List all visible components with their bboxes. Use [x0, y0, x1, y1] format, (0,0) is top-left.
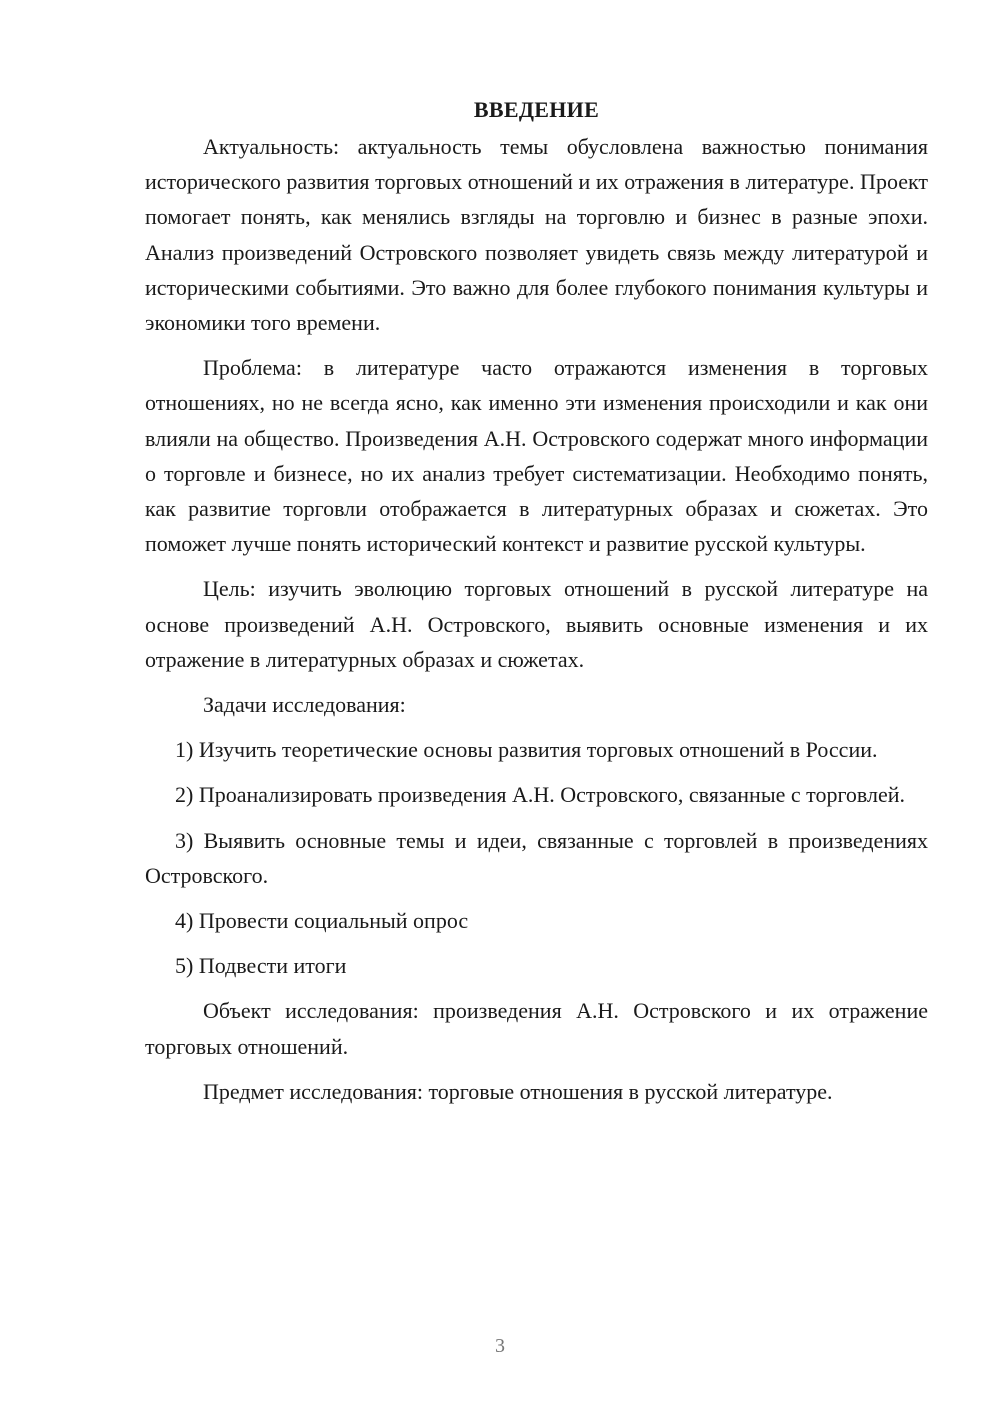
task-item: 1) Изучить теоретические основы развития торговых отношений в России.	[175, 737, 878, 763]
page-number: 3	[495, 1335, 505, 1357]
paragraph-goal: Цель: изучить эволюцию торговых отношений в русской литературе на основе произведений А.Н. Островского, выявить основные изменения и их отражение в литературных образах и сюжетах.	[145, 576, 928, 672]
task-item: 4) Провести социальный опрос	[175, 908, 469, 934]
task-item: 3) Выявить основные темы и идеи, связанные с торговлей в произведениях Островского.	[145, 827, 928, 888]
paragraph-subject: Предмет исследования: торговые отношения в русской литературе.	[203, 1078, 833, 1104]
task-item: 5) Подвести итоги	[175, 953, 347, 979]
task-item: 2) Проанализировать произведения А.Н. Островского, связанные с торговлей.	[175, 782, 906, 808]
document-page	[145, 92, 928, 1119]
paragraph-object: Объект исследования: произведения А.Н. Островского и их отражение торговых отношений.	[145, 998, 928, 1059]
tasks-heading: Задачи исследования:	[203, 692, 406, 718]
paragraph-relevance: Актуальность: актуальность темы обусловлена важностью понимания исторического развития торговых отношений и их отражения в литературе. Проект помогает понять, как менялись взгляды на торговлю и бизнес в разные эпохи. Анализ произведений Островского позволяет увидеть связь между литературой и историческими событиями. Это важно для более глубокого понимания культуры и экономики того времени.	[145, 134, 928, 336]
paragraph-problem: Проблема: в литературе часто отражаются изменения в торговых отношениях, но не всегда ясно, как именно эти изменения происходили и как они влияли на общество. Произведения А.Н. Островского содержат много информации о торговле и бизнесе, но их анализ требует систематизации. Необходимо понять, как развитие торговли отображается в литературных образах и сюжетах. Это поможет лучше понять исторический контекст и развитие русской культуры.	[145, 355, 928, 557]
section-title: ВВЕДЕНИЕ	[473, 97, 600, 122]
